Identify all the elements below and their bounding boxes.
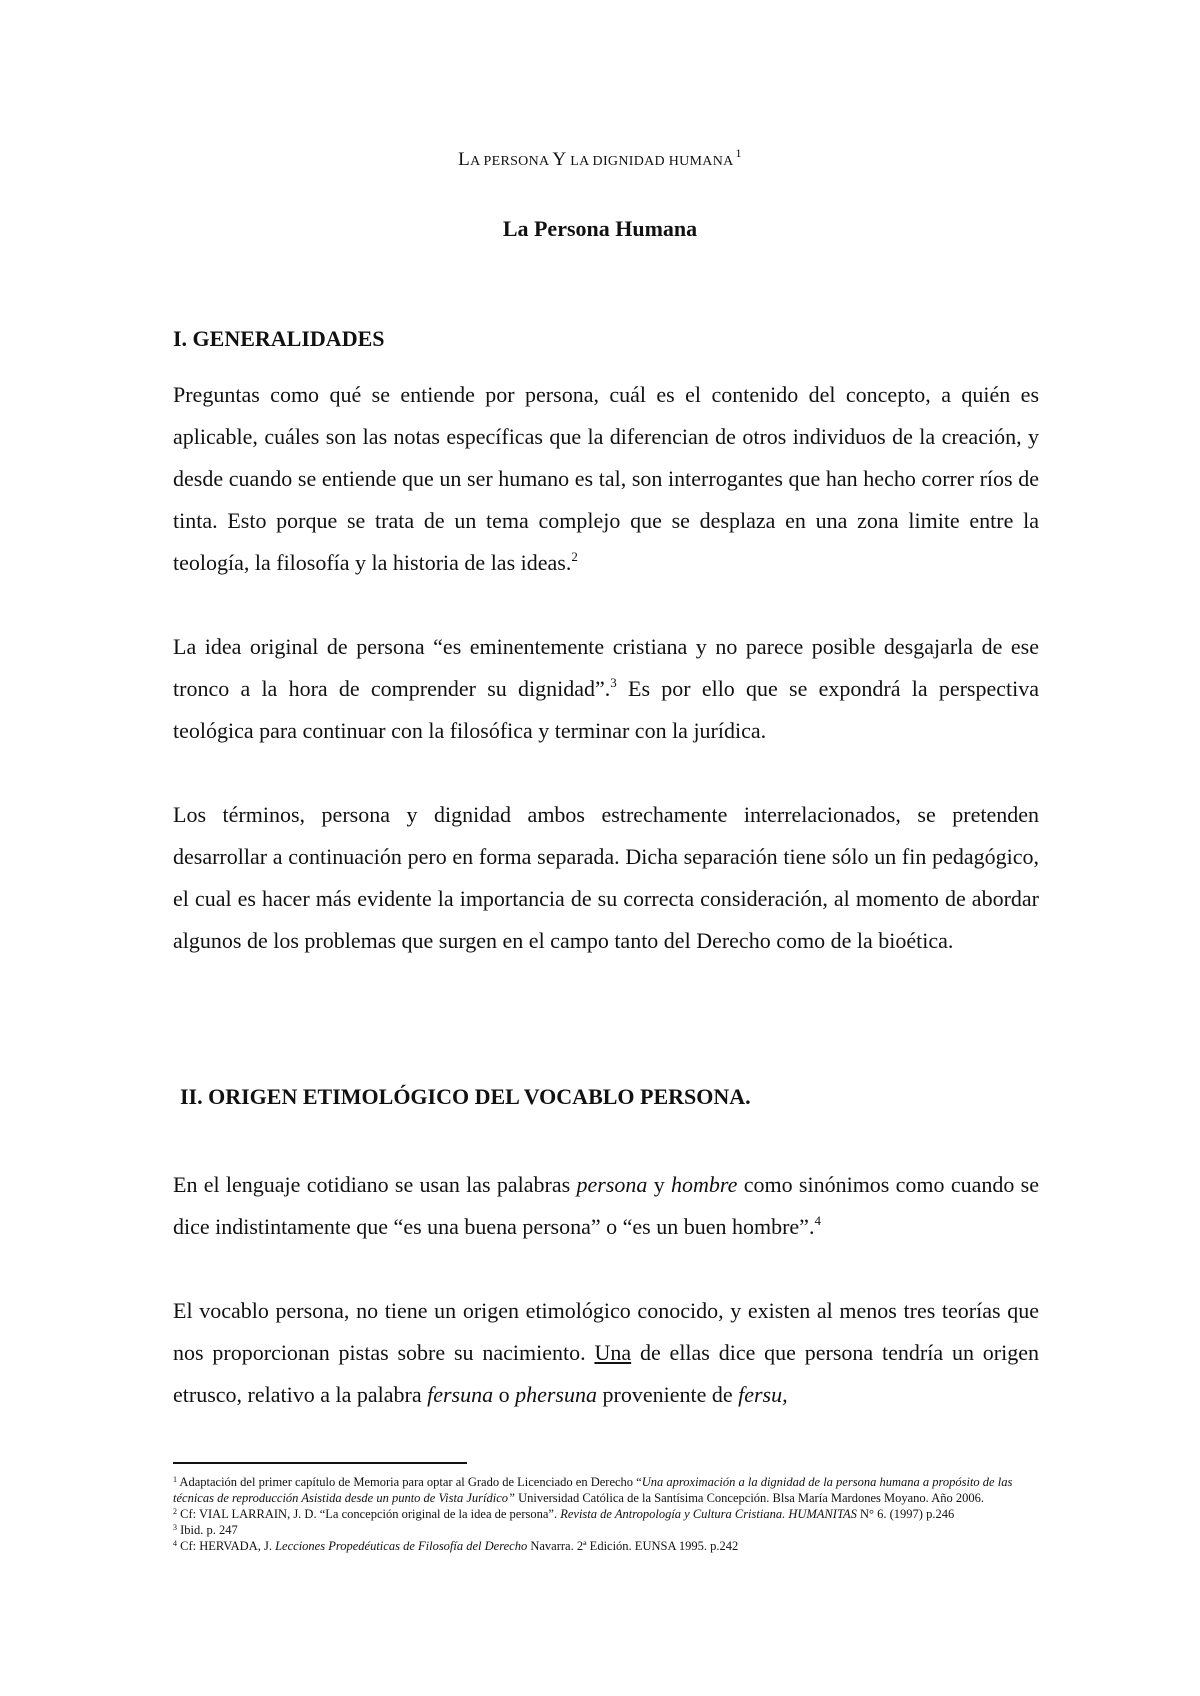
footnote-text: Navarra. 2ª Edición. EUNSA 1995. p.242: [527, 1539, 739, 1553]
title-part: LA DIGNIDAD HUMANA: [566, 154, 734, 169]
title-initial: L: [458, 149, 471, 170]
footnote-marker[interactable]: 2: [571, 549, 578, 564]
italic-term: hombre: [671, 1172, 738, 1197]
footnote-italic: Una aproximación a la dignidad de la persona humana a propósito de las técnicas de reproducción Asistida desde un punto de Vista Jurídico”: [173, 1475, 1013, 1505]
section-heading-origen: II. ORIGEN ETIMOLÓGICO DEL VOCABLO PERSONA.: [180, 1084, 751, 1109]
paragraph-text: El vocablo persona, no tiene un origen etimológico conocido, y existen al menos tres teorías que nos proporcionan pistas sobre su nacimiento.: [173, 1298, 1039, 1365]
footnotes: [173, 1474, 1039, 1554]
paragraph-text: La idea original de persona “es eminentemente cristiana y no parece posible desgajarla de ese tronco a la hora de comprender su dignidad”.: [173, 634, 1039, 701]
footnote-number: 4: [173, 1539, 177, 1548]
footnote-text: Ibid. p. 247: [177, 1523, 238, 1537]
underlined-word: Una: [594, 1340, 632, 1365]
footnote-number: 3: [173, 1523, 177, 1532]
footnote-2: [173, 1506, 1039, 1522]
footnote-1: [173, 1474, 1039, 1506]
paragraph-text: proveniente de: [597, 1382, 739, 1407]
footnote-separator: [173, 1462, 467, 1464]
footnote-3: [173, 1522, 1039, 1538]
italic-term: phersuna: [515, 1382, 597, 1407]
title-part: A PERSONA: [470, 154, 553, 169]
footnote-marker[interactable]: 4: [814, 1213, 821, 1228]
footnote-text: Universidad Católica de la Santísima Concepción. Blsa María Mardones Moyano. Año 2006.: [514, 1491, 984, 1505]
paragraph-text: En el lenguaje cotidiano se usan las palabras: [173, 1172, 577, 1197]
footnote-text: Cf: HERVADA, J.: [177, 1539, 276, 1553]
document-title: [0, 146, 1200, 171]
footnote-4: [173, 1538, 1039, 1554]
paragraph-3: [173, 794, 1039, 962]
paragraph-text: y: [647, 1172, 672, 1197]
paragraph-1: [173, 374, 1039, 584]
footnote-text: N° 6. (1997) p.246: [856, 1507, 955, 1521]
paragraph-2: [173, 626, 1039, 752]
footnote-number: 2: [173, 1507, 177, 1516]
footnote-marker[interactable]: 3: [610, 675, 617, 690]
paragraph-text: Preguntas como qué se entiende por persona, cuál es el contenido del concepto, a quién es aplicable, cuáles son las notas específicas que la diferencian de otros individuos de la creación, y desde cuando se entiende que un ser humano es tal, son interrogantes que han hecho correr ríos de tinta. Esto porque se trata de un tema complejo que se desplaza en una zona limite entre la teología, la filosofía y la historia de las ideas.: [173, 382, 1039, 575]
footnote-italic: Lecciones Propedéuticas de Filosofía del Derecho: [275, 1539, 528, 1553]
paragraph-text: Es por ello que se expondrá la perspectiva teológica para continuar con la filosófica y terminar con la jurídica.: [173, 676, 1040, 743]
footnote-marker[interactable]: 1: [735, 146, 742, 160]
italic-term: fersu,: [738, 1382, 788, 1407]
footnote-number: 1: [173, 1475, 177, 1484]
footnote-text: Adaptación del primer capítulo de Memoria para optar al Grado de Licenciado en Derecho “: [177, 1475, 642, 1489]
italic-term: fersuna: [427, 1382, 494, 1407]
section-heading-generalidades: I. GENERALIDADES: [173, 326, 385, 351]
paragraph-text: Los términos, persona y dignidad ambos estrechamente interrelacionados, se pretenden desarrollar a continuación pero en forma separada. Dicha separación tiene sólo un fin pedagógico, el cual es hacer más evidente la importancia de su correcta consideración, al momento de abordar algunos de los problemas que surgen en el campo tanto del Derecho como de la bioética.: [173, 802, 1039, 953]
footnote-italic: Revista de Antropología y Cultura Cristiana. HUMANITAS: [560, 1507, 857, 1521]
document-subtitle: La Persona Humana: [502, 216, 698, 241]
footnote-text: Cf: VIAL LARRAIN, J. D. “La concepción original de la idea de persona”.: [177, 1507, 561, 1521]
title-initial: Y: [552, 149, 567, 170]
paragraph-4: [173, 1164, 1039, 1248]
italic-term: persona: [576, 1172, 648, 1197]
paragraph-text: o: [493, 1382, 516, 1407]
paragraph-text: de ellas dice que persona tendría un origen etrusco, relativo a la palabra: [173, 1340, 1039, 1407]
paragraph-5: [173, 1290, 1039, 1416]
paragraph-text: como sinónimos como cuando se dice indistintamente que “es una buena persona” o “es un buen hombre”.: [173, 1172, 1040, 1239]
